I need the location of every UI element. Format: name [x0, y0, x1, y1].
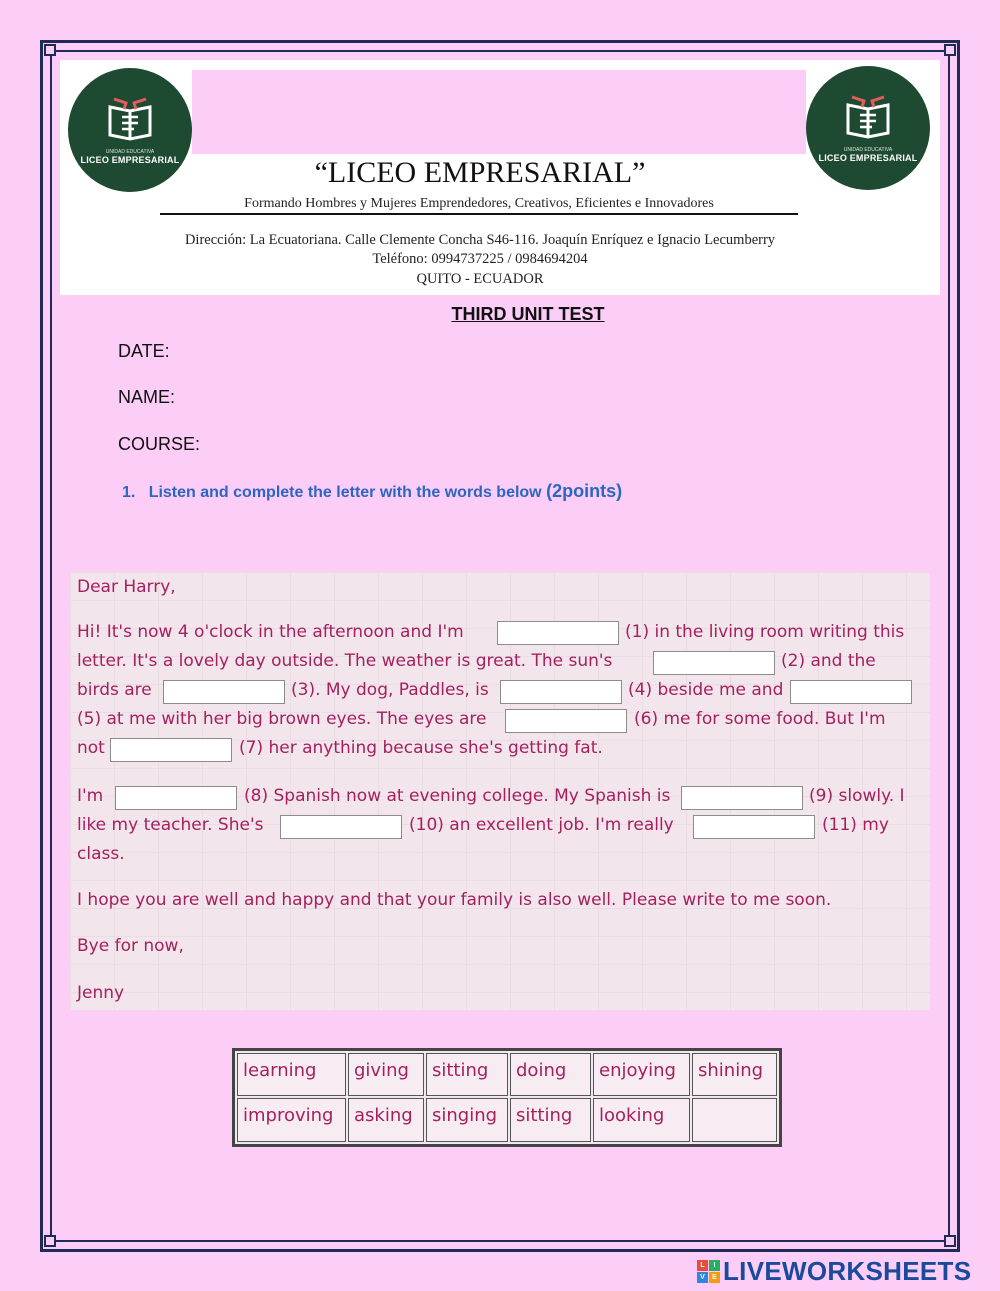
letter-text: (11) my: [822, 815, 889, 835]
book-icon: [102, 95, 158, 145]
word-bank-cell: enjoying: [593, 1053, 690, 1096]
letter-text: not: [77, 738, 105, 758]
instruction-points: (2points): [546, 481, 623, 501]
name-label: NAME:: [118, 387, 176, 407]
word-bank-cell: learning: [237, 1053, 346, 1096]
answer-input-11[interactable]: [693, 815, 815, 839]
border-corner: [44, 1235, 56, 1247]
brand-icon-letter: V: [697, 1272, 708, 1283]
word-bank-cell: singing: [426, 1098, 508, 1142]
answer-input-4[interactable]: [500, 680, 622, 704]
letter-text: (1) in the living room writing this: [625, 622, 905, 642]
school-motto: Formando Hombres y Mujeres Emprendedores, Creativos, Eficientes e Innovadores: [160, 196, 798, 215]
course-label: COURSE:: [118, 434, 201, 454]
word-bank-cell: shining: [692, 1053, 777, 1096]
logo-name: LICEO EMPRESARIAL: [80, 155, 180, 165]
word-bank-cell: giving: [348, 1053, 424, 1096]
letter-text: (4) beside me and: [628, 680, 784, 700]
letter-text: Hi! It's now 4 o'clock in the afternoon and I'm: [77, 622, 464, 642]
liveworksheets-brand: [697, 1256, 971, 1286]
letter-text: letter. It's a lovely day outside. The weather is great. The sun's: [77, 651, 613, 671]
letter-text: (2) and the: [781, 651, 876, 671]
letter-text: I'm: [77, 786, 104, 806]
logo-small-text: UNIDAD EDUCATIVA: [843, 147, 893, 153]
border-corner: [44, 44, 56, 56]
date-label: DATE:: [118, 341, 170, 361]
book-icon: [840, 93, 896, 143]
logo-small-text: UNIDAD EDUCATIVA: [105, 149, 155, 155]
liveworksheets-logo-text: LIVEWORKSHEETS: [723, 1255, 972, 1286]
logo-name: LICEO EMPRESARIAL: [818, 153, 918, 163]
letter-text: (3). My dog, Paddles, is: [291, 680, 489, 700]
word-bank-cell: improving: [237, 1098, 346, 1142]
header-pink-band: [192, 70, 806, 154]
letter-greeting: Dear Harry,: [77, 577, 176, 597]
liveworksheets-icon: [697, 1260, 720, 1283]
school-logo-right: [806, 66, 930, 190]
letter-text: (7) her anything because she's getting fat.: [239, 738, 603, 758]
letter-text: (10) an excellent job. I'm really: [409, 815, 674, 835]
school-phone: Teléfono: 0994737225 / 0984694204: [372, 251, 588, 267]
answer-input-8[interactable]: [115, 786, 237, 810]
letter-text: like my teacher. She's: [77, 815, 264, 835]
brand-icon-letter: L: [697, 1260, 708, 1271]
word-bank-cell: doing: [510, 1053, 591, 1096]
answer-input-3[interactable]: [163, 680, 285, 704]
letter-text: class.: [77, 844, 125, 864]
school-city: QUITO - ECUADOR: [416, 271, 544, 287]
border-corner: [944, 1235, 956, 1247]
letter-text: (8) Spanish now at evening college. My Spanish is: [244, 786, 671, 806]
letter-closing: Bye for now,: [77, 936, 184, 956]
word-bank-cell: [692, 1098, 777, 1142]
answer-input-5[interactable]: [790, 680, 912, 704]
brand-icon-letter: E: [709, 1272, 720, 1283]
word-bank-cell: looking: [593, 1098, 690, 1142]
answer-input-9[interactable]: [681, 786, 803, 810]
instruction-text: Listen and complete the letter with the words below: [148, 484, 547, 501]
test-title: THIRD UNIT TEST: [451, 304, 605, 324]
letter-text: (6) me for some food. But I'm: [634, 709, 886, 729]
letter-text: (9) slowly. I: [809, 786, 905, 806]
letter-signature: Jenny: [77, 983, 125, 1003]
letter-text: I hope you are well and happy and that your family is also well. Please write to me soon.: [77, 890, 832, 910]
instruction-number: 1.: [122, 484, 136, 501]
instruction: [122, 481, 622, 502]
answer-input-6[interactable]: [505, 709, 627, 733]
border-corner: [944, 44, 956, 56]
letter-text: (5) at me with her big brown eyes. The eyes are: [77, 709, 487, 729]
brand-icon-letter: I: [709, 1260, 720, 1271]
word-bank-cell: sitting: [510, 1098, 591, 1142]
school-address: Dirección: La Ecuatoriana. Calle Clemente Concha S46-116. Joaquín Enríquez e Ignacio Lecumberry: [184, 232, 776, 248]
letter-text: birds are: [77, 680, 152, 700]
answer-input-2[interactable]: [653, 651, 775, 675]
answer-input-1[interactable]: [497, 621, 619, 645]
answer-input-10[interactable]: [280, 815, 402, 839]
school-name: “LICEO EMPRESARIAL”: [314, 156, 646, 189]
word-bank-cell: sitting: [426, 1053, 508, 1096]
answer-input-7[interactable]: [110, 738, 232, 762]
word-bank-cell: asking: [348, 1098, 424, 1142]
